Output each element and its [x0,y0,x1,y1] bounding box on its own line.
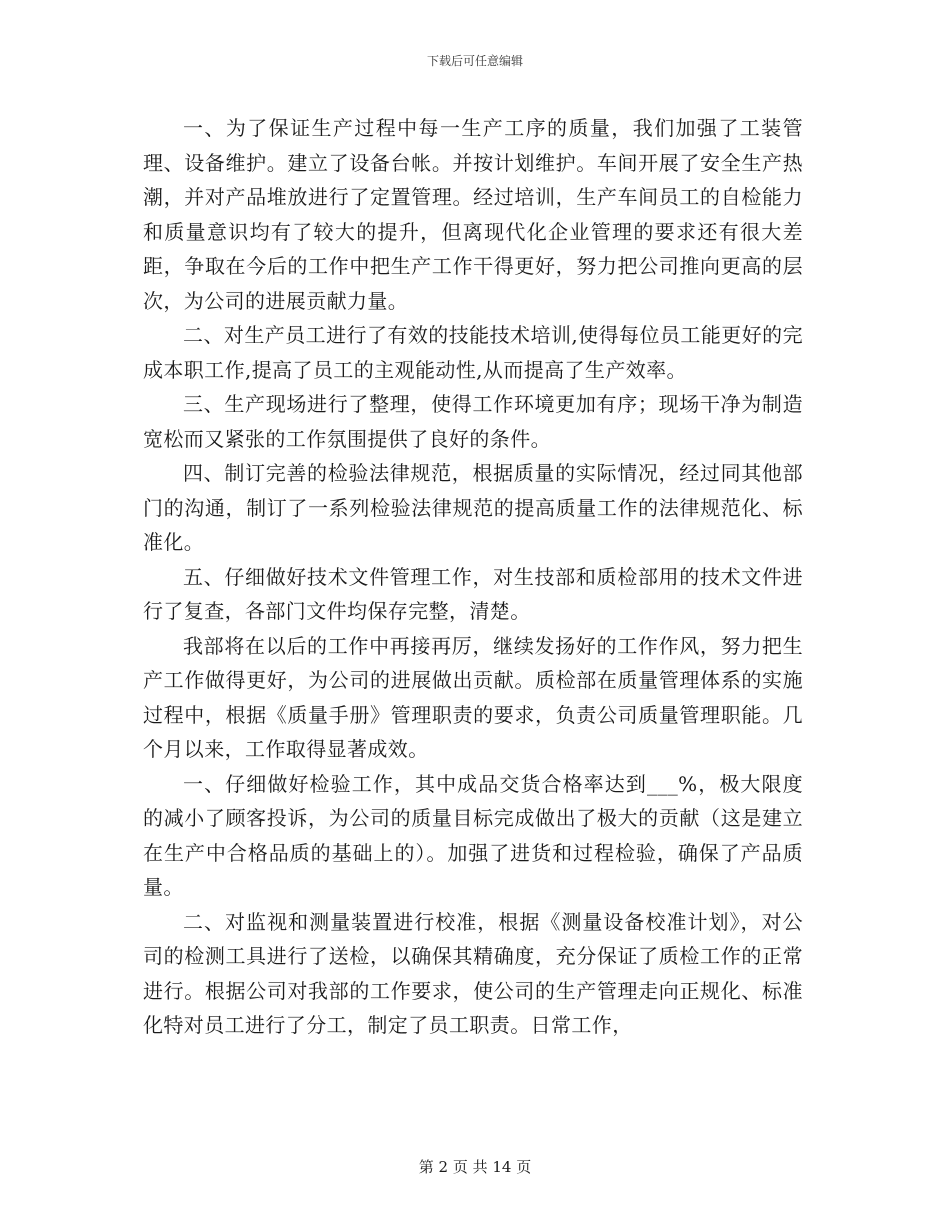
paragraph-4: 四、制订完善的检验法律规范，根据质量的实际情况，经过同其他部门的沟通，制订了一系列检验法律规范的提高质量工作的法律规范化、标准化。 [143,461,803,554]
page-header: 下载后可任意编辑 [426,54,523,68]
paragraph-3: 三、生产现场进行了整理，使得工作环境更加有序；现场干净为制造宽松而又紧张的工作氛围提供了良好的条件。 [143,392,803,451]
paragraph-7: 一、仔细做好检验工作，其中成品交货合格率达到___%，极大限度的减小了顾客投诉，为公司的质量目标完成做出了极大的贡献（这是建立在生产中合格品质的基础上的）。加强了进货和过程检验，确保了产品质量。 [143,771,803,899]
paragraph-5: 五、仔细做好技术文件管理工作，对生技部和质检部用的技术文件进行了复查，各部门文件均保存完整，清楚。 [143,564,803,623]
page-footer: 第 2 页 共 14 页 [418,1158,532,1176]
document-body [143,111,803,1043]
paragraph-2: 二、对生产员工进行了有效的技能技术培训,使得每位员工能更好的完成本职工作,提高了员工的主观能动性,从而提高了生产效率。 [143,323,803,382]
paragraph-1: 一、为了保证生产过程中每一生产工序的质量，我们加强了工装管理、设备维护。建立了设备台帐。并按计划维护。车间开展了安全生产热潮，并对产品堆放进行了定置管理。经过培训，生产车间员工的自检能力和质量意识均有了较大的提升，但离现代化企业管理的要求还有很大差距，争取在今后的工作中把生产工作干得更好，努力把公司推向更高的层次，为公司的进展贡献力量。 [143,116,803,313]
paragraph-6: 我部将在以后的工作中再接再厉，继续发扬好的工作作风，努力把生产工作做得更好，为公司的进展做出贡献。质检部在质量管理体系的实施过程中，根据《质量手册》管理职责的要求，负责公司质量管理职能。几个月以来，工作取得显著成效。 [143,633,803,761]
paragraph-8: 二、对监视和测量装置进行校准，根据《测量设备校准计划》，对公司的检测工具进行了送检，以确保其精确度，充分保证了质检工作的正常进行。根据公司对我部的工作要求，使公司的生产管理走向正规化、标准化特对员工进行了分工，制定了员工职责。日常工作， [143,909,803,1037]
